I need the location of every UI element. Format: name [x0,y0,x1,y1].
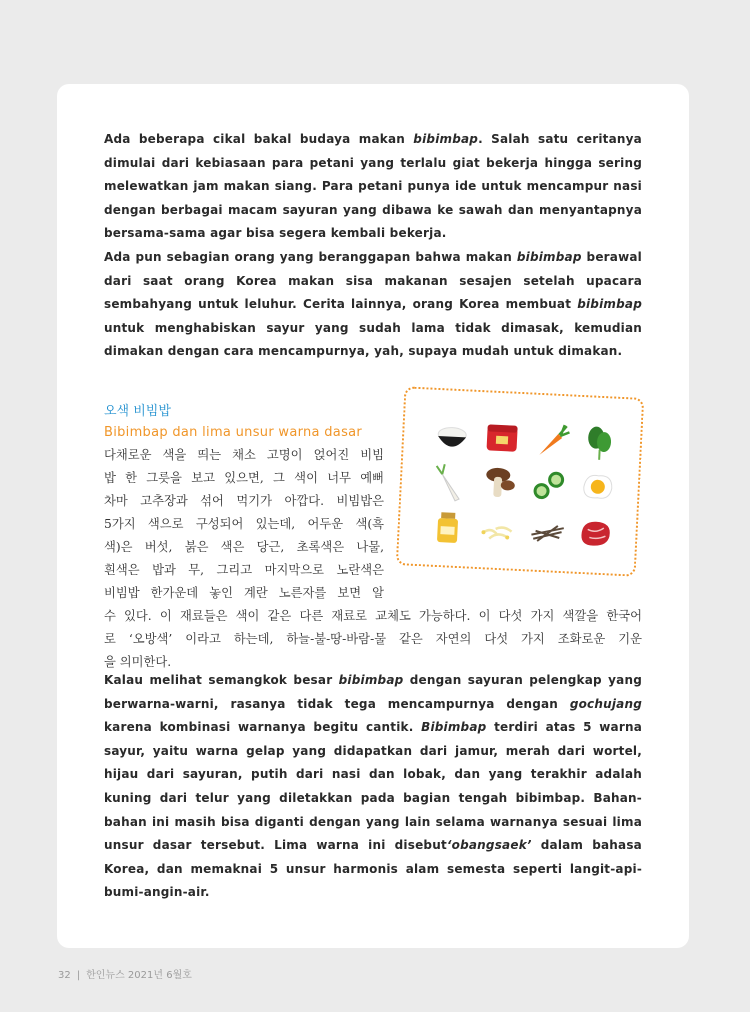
section-title-indonesian: Bibimbap dan lima unsur warna dasar [104,425,363,440]
publication-name: 한인뉴스 2021년 6월호 [86,970,192,981]
rice-bowl-icon [431,418,473,460]
text-span: . Salah satu ceritanya dimulai dari kebiasaan para petani yang terlalu giat bekerja hingga sering melewatkan jam makan siang. Para petani punya ide untuk mencampur nasi dengan berbagai macam sayuran yang dibawa ke sawah dan menyantapnya bersama-sama agar bisa segera kembali bekerja. [104,132,642,241]
text-span: berawal dari saat orang Korea makan sisa makanan sesajen setelah upacara sembahyang untuk leluhur. Cerita lainnya, orang Korea membuat [104,249,642,312]
italic-term: bibimbap [338,673,404,687]
page-footer [58,966,192,981]
text-span: Ada beberapa cikal bakal budaya makan [104,132,414,146]
italic-term: Bibimbap [421,720,487,735]
page-number: 32 [58,970,71,981]
intro-text [104,128,642,364]
korean-line: 차마 고추장과 섞어 먹기가 아깝다. 비빔밥은 [104,494,384,508]
text-span: terdiri atas 5 warna sayur, yaitu warna gelap yang didapatkan dari jamur, merah dari wortel, hijau dari sayuran, putih dari nasi dan lobak, dan yang terakhir adalah kuning dari telur yang diletakkan pada bagian tengah bibimbap. Bahan-bahan ini masih bisa diganti dengan yang lain selama warnanya sesuai lima unsur dasar tersebut. Lima warna ini disebut [104,720,642,853]
bracken-icon [527,508,569,550]
korean-line: 5가지 색으로 구성되어 있는데, 어두운 색(흑 [104,517,384,531]
text-span: Ada pun sebagian orang yang beranggapan bahwa makan [104,249,517,264]
italic-term: gochujang [569,696,642,711]
cucumber-icon [529,465,571,507]
sesame-oil-icon [427,506,469,548]
italic-term: bibimbap [577,297,642,312]
italic-term: bibimbap [516,249,582,264]
korean-line: 밥 한 그릇을 보고 있으면, 그 색이 너무 예뻐 [104,471,384,485]
korean-line: 다채로운 색을 띄는 채소 고명이 얹어진 비빔 [104,448,384,462]
korean-line: 색)은 버섯, 붉은 색은 당근, 초록색은 나물, [104,540,384,554]
korean-line: 비빔밥 한가운데 놓인 계란 노른자를 보면 알 [104,586,384,600]
beef-icon [575,511,617,553]
spinach-icon [579,421,621,463]
korean-line: 흰색은 밥과 무, 그리고 마지막으로 노란색은 [104,563,384,577]
radish-icon [429,462,471,504]
section-title-korean: 오색 비빔밥 [104,404,171,419]
italic-term: bibimbap [413,132,479,146]
mushroom-icon [479,462,521,504]
italic-term: ‘obangsaek’ [446,838,532,853]
text-span: untuk menghabiskan sayur yang sudah lama tidak dimasak, kemudian dimakan dengan cara mencampurnya, yah, supaya mudah untuk dimakan. [104,320,642,359]
text-span: karena kombinasi warnanya begitu cantik. [104,720,422,735]
carrot-icon [531,421,573,463]
gochujang-tub-icon [481,418,523,460]
fried-egg-icon [577,465,619,507]
bean-sprouts-icon [477,508,519,550]
body-text-2 [104,669,642,905]
intro-paragraph-2 [104,246,642,364]
ingredients-illustration [396,386,644,577]
text-span: dengan sayuran pelengkap yang berwarna-warni, rasanya tidak tega mencampurnya dengan [104,673,642,711]
text-span: dalam bahasa Korea, dan memaknai 5 unsur harmonis alam semesta seperti langit-api-bumi-angin-air. [104,838,642,900]
body-paragraph [104,669,642,905]
intro-paragraph-1 [104,128,642,246]
korean-line: 을 의미한다. [104,655,172,669]
text-span: Kalau melihat semangkok besar [104,673,339,687]
footer-separator: | [76,970,81,981]
ingredients-grid [419,407,626,557]
korean-line: 로 ‘오방색’ 이라고 하는데, 하늘-불-땅-바람-물 같은 자연의 다섯 가지 조화로운 기운 [104,632,642,646]
korean-line: 수 있다. 이 재료들은 색이 같은 다른 재료로 교체도 가능하다. 이 다섯 가지 색깔을 한국어 [104,609,642,623]
